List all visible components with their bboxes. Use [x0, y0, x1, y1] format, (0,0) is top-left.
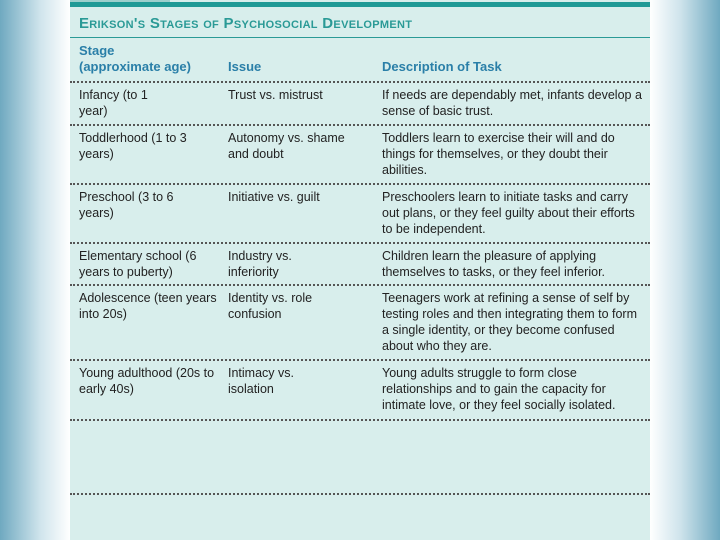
- empty-table-row: [70, 421, 650, 495]
- accent-bar: [70, 2, 650, 7]
- table-panel: [70, 0, 650, 540]
- table-row: [70, 83, 650, 126]
- description-cell: Children learn the pleasure of applying themselves to tasks, or they feel inferior.: [382, 249, 606, 279]
- table-header: [70, 38, 650, 83]
- stage-cell: Toddlerhood (1 to 3 years): [79, 131, 187, 161]
- issue-cell: Initiative vs. guilt: [228, 190, 320, 204]
- stage-cell: Young adulthood (20s to early 40s): [79, 366, 215, 396]
- table-row: [70, 361, 650, 421]
- issue-cell: Identity vs. role confusion: [228, 291, 313, 321]
- description-cell: Toddlers learn to exercise their will and do things for themselves, or they doubt their abilities.: [382, 131, 615, 177]
- header-stage: [79, 43, 224, 75]
- header-stage-line1: Stage: [79, 43, 115, 58]
- table-row: [70, 126, 650, 185]
- stage-cell: Elementary school (6 years to puberty): [79, 249, 197, 279]
- table-row: [70, 244, 650, 286]
- header-issue: Issue: [228, 59, 262, 74]
- stage-cell: Adolescence (teen years into 20s): [79, 291, 217, 321]
- issue-cell: Trust vs. mistrust: [228, 88, 323, 102]
- issue-cell: Intimacy vs. isolation: [228, 366, 294, 396]
- description-cell: Preschoolers learn to initiate tasks and carry out plans, or they feel guilty about their efforts to be independent.: [382, 190, 635, 236]
- description-cell: Young adults struggle to form close relationships and to gain the capacity for intimate love, or they feel socially isolated.: [382, 366, 616, 412]
- description-cell: If needs are dependably met, infants develop a sense of basic trust.: [382, 88, 642, 118]
- table-row: [70, 286, 650, 361]
- issue-cell: Autonomy vs. shame and doubt: [228, 131, 345, 161]
- stage-cell: Infancy (to 1 year): [79, 88, 148, 118]
- header-description: Description of Task: [382, 59, 502, 74]
- header-stage-line2: (approximate age): [79, 59, 191, 74]
- stage-cell: Preschool (3 to 6 years): [79, 190, 174, 220]
- description-cell: Teenagers work at refining a sense of self by testing roles and then integrating them to form a single identity, or they become confused about who they are.: [382, 291, 638, 353]
- issue-cell: Industry vs. inferiority: [228, 249, 292, 279]
- table-title: Erikson's Stages of Psychosocial Development: [79, 15, 413, 32]
- table-row: [70, 185, 650, 244]
